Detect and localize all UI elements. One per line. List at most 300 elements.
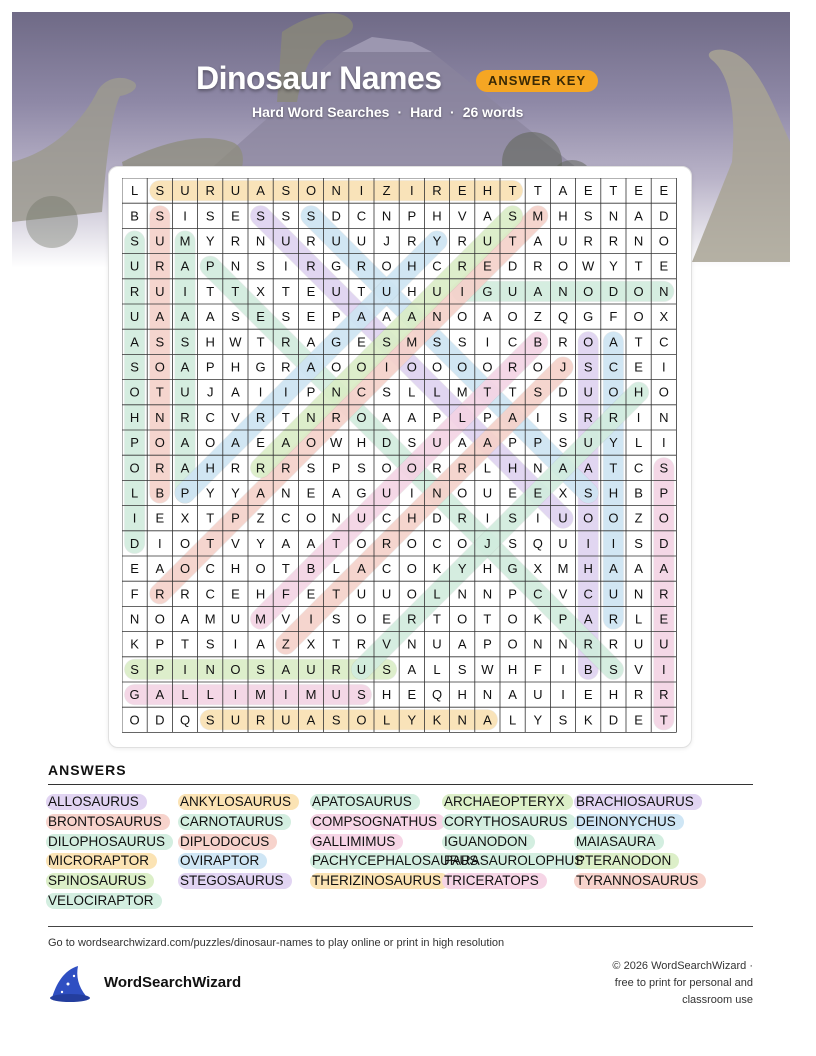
grid-letter: N <box>633 586 644 602</box>
grid-letter: P <box>508 435 517 451</box>
grid-letter: U <box>129 258 140 274</box>
grid-letter: A <box>558 183 568 199</box>
grid-letter: A <box>558 460 568 476</box>
grid-letter: O <box>457 535 468 551</box>
grid-letter: T <box>533 183 542 199</box>
grid-letter: X <box>659 309 669 325</box>
answer-word <box>444 873 539 889</box>
grid-letter: R <box>281 460 291 476</box>
grid-letter: A <box>533 233 543 249</box>
grid-letter: I <box>460 283 465 299</box>
grid-letter: T <box>281 283 290 299</box>
answer-word <box>48 893 154 909</box>
grid-letter: T <box>281 409 290 425</box>
grid-letter: C <box>659 334 669 350</box>
grid-letter: A <box>180 258 190 274</box>
grid-letter: A <box>382 409 391 425</box>
grid-letter: E <box>130 561 139 577</box>
grid-letter: D <box>381 435 392 451</box>
answer-word <box>312 834 395 850</box>
grid-letter: A <box>533 283 543 299</box>
grid-letter: R <box>558 334 568 350</box>
grid-letter: R <box>331 409 341 425</box>
grid-letter: V <box>382 636 391 652</box>
grid-letter: R <box>659 586 669 602</box>
grid-letter: H <box>230 561 241 577</box>
grid-letter: Z <box>281 636 290 652</box>
grid-letter: G <box>331 258 342 274</box>
grid-letter: N <box>558 283 568 299</box>
grid-letter: C <box>533 586 543 602</box>
answer-word <box>180 873 284 889</box>
grid-letter: R <box>533 258 543 274</box>
grid-letter: S <box>130 233 139 249</box>
grid-letter: Z <box>533 309 542 325</box>
grid-letter: A <box>180 460 190 476</box>
grid-letter: M <box>255 611 267 627</box>
grid-letter: R <box>205 183 215 199</box>
grid-letter: R <box>230 460 241 476</box>
grid-letter: W <box>481 661 494 677</box>
answer-word <box>576 834 656 850</box>
grid-letter: O <box>230 661 241 677</box>
grid-letter: L <box>433 384 441 400</box>
grid-letter: S <box>457 661 467 677</box>
grid-letter: S <box>130 661 139 677</box>
grid-letter: A <box>130 334 139 350</box>
grid-letter: C <box>381 561 392 577</box>
grid-letter: E <box>306 309 316 325</box>
grid-letter: C <box>281 510 291 526</box>
grid-letter: C <box>432 258 442 274</box>
copyright-line-1: © 2026 WordSearchWizard · <box>612 960 753 972</box>
grid-letter: I <box>309 611 313 627</box>
grid-letter: Y <box>609 258 618 274</box>
grid-letter: O <box>205 435 216 451</box>
grid-letter: J <box>484 535 491 551</box>
grid-letter: U <box>432 435 442 451</box>
grid-letter: S <box>256 661 265 677</box>
grid-letter: A <box>155 687 165 703</box>
grid-letter: N <box>205 661 215 677</box>
grid-letter: Y <box>256 535 265 551</box>
answer-word-label: TRICERATOPS <box>444 873 539 889</box>
grid-letter: I <box>359 183 364 199</box>
grid-letter: O <box>457 485 468 501</box>
grid-letter: I <box>384 359 389 375</box>
grid-letter: J <box>383 233 390 249</box>
grid-letter: W <box>330 435 343 451</box>
answer-word-label: THERIZINOSAURUS <box>312 873 442 889</box>
grid-letter: H <box>381 687 392 703</box>
grid-letter: D <box>155 712 165 728</box>
grid-letter: C <box>205 409 215 425</box>
grid-letter: Y <box>432 233 442 249</box>
grid-letter: X <box>180 510 190 526</box>
answer-key-badge: ANSWER KEY <box>476 70 598 92</box>
grid-letter: P <box>533 435 543 451</box>
grid-letter: U <box>482 233 493 249</box>
answer-word-label: STEGOSAURUS <box>180 873 284 889</box>
grid-letter: E <box>508 485 517 501</box>
grid-letter: H <box>407 283 417 299</box>
grid-letter: O <box>658 384 669 400</box>
grid-letter: U <box>356 233 367 249</box>
grid-letter: Y <box>407 712 417 728</box>
grid-letter: O <box>129 460 140 476</box>
difficulty-label: Hard <box>410 104 443 120</box>
grid-letter: R <box>407 233 417 249</box>
grid-letter: N <box>230 258 241 274</box>
grid-letter: A <box>256 636 265 652</box>
grid-letter: O <box>457 611 468 627</box>
grid-letter: O <box>356 409 367 425</box>
answer-word-label: PACHYCEPHALOSAURUS <box>312 853 479 869</box>
answer-word <box>444 853 583 869</box>
grid-letter: I <box>283 258 288 274</box>
grid-letter: R <box>407 611 417 627</box>
answer-word <box>48 834 165 850</box>
answer-word-label: COMPSOGNATHUS <box>312 813 438 829</box>
grid-letter: A <box>508 687 517 703</box>
grid-letter: C <box>205 561 215 577</box>
grid-letter: L <box>508 712 517 728</box>
grid-letter: T <box>508 384 517 400</box>
grid-letter: A <box>180 309 190 325</box>
grid-letter: H <box>230 359 241 375</box>
grid-letter: H <box>507 460 518 476</box>
grid-letter: B <box>155 485 165 501</box>
grid-letter: S <box>457 334 467 350</box>
grid-letter: T <box>206 535 215 551</box>
grid-letter: Y <box>205 485 215 501</box>
grid-letter: R <box>180 409 190 425</box>
grid-letter: P <box>508 586 517 602</box>
answer-word-label: CORYTHOSAURUS <box>444 813 568 829</box>
grid-letter: C <box>381 510 392 526</box>
grid-letter: L <box>433 586 441 602</box>
grid-letter: O <box>457 359 468 375</box>
grid-letter: O <box>154 611 165 627</box>
grid-letter: E <box>634 712 643 728</box>
grid-letter: O <box>507 636 518 652</box>
grid-letter: A <box>483 309 492 325</box>
grid-letter: S <box>306 460 316 476</box>
grid-letter: E <box>634 183 643 199</box>
answer-word-label: TYRANNOSAURUS <box>576 873 699 889</box>
grid-letter: H <box>432 208 442 224</box>
answer-word <box>576 794 694 810</box>
grid-letter: E <box>483 258 492 274</box>
grid-letter: G <box>331 334 342 350</box>
grid-letter: H <box>507 661 518 677</box>
grid-letter: N <box>457 712 467 728</box>
grid-letter: S <box>382 384 391 400</box>
grid-letter: U <box>230 611 241 627</box>
grid-letter: R <box>255 460 266 476</box>
grid-letter: R <box>281 359 291 375</box>
grid-letter: A <box>634 208 643 224</box>
grid-letter: A <box>281 535 291 551</box>
answer-word-label: OVIRAPTOR <box>180 853 260 869</box>
grid-letter: I <box>283 384 288 400</box>
grid-letter: O <box>406 460 417 476</box>
grid-letter: L <box>483 460 492 476</box>
grid-letter: H <box>558 208 568 224</box>
grid-letter: A <box>306 712 316 728</box>
grid-letter: R <box>255 409 266 425</box>
grid-letter: P <box>180 485 190 501</box>
grid-letter: L <box>130 183 139 199</box>
grid-letter: V <box>231 409 240 425</box>
grid-letter: A <box>483 435 492 451</box>
grid-letter: U <box>230 712 241 728</box>
grid-letter: V <box>558 586 568 602</box>
answer-word <box>48 814 162 830</box>
answer-word-label: DEINONYCHUS <box>576 813 676 829</box>
grid-letter: O <box>633 309 644 325</box>
answer-word-label: IGUANODON <box>444 833 528 849</box>
answer-word <box>180 853 259 869</box>
grid-letter: S <box>533 384 543 400</box>
grid-letter: I <box>233 636 238 652</box>
grid-letter: U <box>356 586 367 602</box>
grid-letter: U <box>558 510 568 526</box>
grid-letter: A <box>483 712 492 728</box>
grid-letter: O <box>255 561 266 577</box>
grid-letter: L <box>433 661 441 677</box>
grid-letter: H <box>457 687 467 703</box>
answer-word-label: ARCHAEOPTERYX <box>444 794 565 809</box>
grid-letter: U <box>155 233 165 249</box>
grid-letter: O <box>658 510 669 526</box>
grid-letter: R <box>608 611 619 627</box>
grid-letter: E <box>306 485 316 501</box>
grid-letter: D <box>659 208 669 224</box>
grid-letter: I <box>611 535 616 551</box>
grid-letter: V <box>281 611 291 627</box>
grid-letter: U <box>155 283 165 299</box>
grid-letter: K <box>130 636 139 652</box>
grid-letter: A <box>180 435 190 451</box>
grid-letter: P <box>130 435 139 451</box>
grid-letter: A <box>483 208 492 224</box>
grid-letter: S <box>155 208 165 224</box>
grid-letter: P <box>331 309 341 325</box>
wizard-hat-icon <box>48 964 92 1004</box>
grid-letter: O <box>406 561 417 577</box>
grid-letter: O <box>532 359 543 375</box>
grid-letter: R <box>306 233 316 249</box>
grid-letter: N <box>432 485 442 501</box>
grid-letter: L <box>130 485 139 501</box>
answer-word <box>576 873 698 889</box>
grid-letter: X <box>558 485 568 501</box>
grid-letter: H <box>129 409 140 425</box>
grid-letter: E <box>583 183 593 199</box>
grid-letter: M <box>179 233 191 249</box>
grid-letter: T <box>206 283 215 299</box>
grid-letter: S <box>281 309 291 325</box>
grid-letter: S <box>407 435 417 451</box>
grid-letter: U <box>356 661 367 677</box>
grid-letter: U <box>180 183 190 199</box>
grid-letter: S <box>357 687 366 703</box>
grid-letter: R <box>180 586 190 602</box>
grid-letter: U <box>633 636 644 652</box>
grid-letter: L <box>408 384 416 400</box>
grid-letter: U <box>230 183 241 199</box>
grid-letter: L <box>181 687 189 703</box>
grid-letter: F <box>130 586 139 602</box>
grid-letter: R <box>255 712 266 728</box>
grid-letter: I <box>661 359 666 375</box>
grid-letter: O <box>179 561 191 577</box>
grid-letter: R <box>608 233 619 249</box>
grid-letter: O <box>356 359 367 375</box>
grid-letter: O <box>507 611 518 627</box>
grid-letter: E <box>659 258 669 274</box>
grid-letter: X <box>256 283 265 299</box>
grid-letter: U <box>306 661 316 677</box>
grid-letter: R <box>457 258 467 274</box>
grid-letter: R <box>356 258 367 274</box>
grid-letter: J <box>559 359 567 375</box>
grid-letter: G <box>583 309 594 325</box>
page-title: Dinosaur Names <box>196 60 442 96</box>
brand-name: WordSearchWizard <box>104 974 242 991</box>
grid-letter: V <box>231 535 240 551</box>
grid-letter: G <box>482 283 493 299</box>
answer-word-label: PARASAUROLOPHUS <box>444 853 584 869</box>
grid-letter: M <box>204 611 216 627</box>
grid-letter: S <box>609 661 618 677</box>
grid-letter: N <box>331 510 341 526</box>
grid-letter: U <box>381 485 392 501</box>
grid-letter: U <box>558 233 568 249</box>
grid-letter: C <box>608 359 619 375</box>
grid-letter: N <box>306 409 316 425</box>
grid-letter: S <box>155 183 165 199</box>
answer-word-label: PTERANODON <box>576 853 672 869</box>
grid-letter: A <box>609 561 618 577</box>
grid-letter: U <box>281 712 291 728</box>
answer-word <box>312 814 437 830</box>
category-link[interactable]: Hard Word Searches <box>252 104 390 120</box>
grid-letter: S <box>382 661 391 677</box>
grid-letter: D <box>608 283 619 299</box>
grid-letter: U <box>659 636 669 652</box>
grid-letter: R <box>457 233 467 249</box>
grid-letter: O <box>482 359 493 375</box>
grid-letter: S <box>205 636 215 652</box>
grid-letter: S <box>256 208 265 224</box>
grid-letter: A <box>331 485 341 501</box>
grid-letter: M <box>406 334 418 350</box>
grid-letter: N <box>633 233 644 249</box>
grid-letter: R <box>230 233 241 249</box>
grid-letter: H <box>205 460 215 476</box>
grid-letter: S <box>281 183 291 199</box>
grid-letter: D <box>558 384 568 400</box>
answer-word-label: ANKYLOSAURUS <box>180 794 292 809</box>
grid-letter: R <box>633 687 644 703</box>
answer-word-label: ALLOSAURUS <box>48 794 139 809</box>
grid-letter: Y <box>609 435 618 451</box>
grid-letter: N <box>533 636 543 652</box>
grid-letter: A <box>281 435 291 451</box>
grid-letter: U <box>507 283 518 299</box>
grid-letter: K <box>533 611 543 627</box>
grid-letter: S <box>155 334 165 350</box>
grid-letter: T <box>508 183 517 199</box>
grid-letter: O <box>406 586 417 602</box>
grid-letter: P <box>483 409 492 425</box>
grid-letter: N <box>482 687 493 703</box>
grid-letter: R <box>457 460 467 476</box>
grid-letter: T <box>155 384 164 400</box>
grid-letter: A <box>634 561 643 577</box>
answer-word <box>312 873 441 889</box>
grid-letter: R <box>608 636 619 652</box>
grid-letter: O <box>129 712 140 728</box>
grid-letter: U <box>331 687 341 703</box>
grid-letter: P <box>432 409 442 425</box>
grid-letter: P <box>155 661 165 677</box>
grid-letter: T <box>659 712 668 728</box>
grid-letter: E <box>306 586 316 602</box>
answer-word <box>48 873 146 889</box>
grid-letter: R <box>583 233 593 249</box>
grid-letter: H <box>633 384 644 400</box>
answer-word <box>180 794 291 810</box>
grid-letter: S <box>130 359 139 375</box>
grid-letter: I <box>661 661 666 677</box>
grid-letter: S <box>205 208 215 224</box>
grid-letter: G <box>507 561 518 577</box>
grid-letter: I <box>409 183 414 199</box>
grid-letter: D <box>432 510 442 526</box>
grid-letter: A <box>609 334 618 350</box>
grid-letter: W <box>229 334 242 350</box>
grid-letter: H <box>482 183 493 199</box>
grid-letter: A <box>155 561 165 577</box>
grid-letter: R <box>659 687 669 703</box>
grid-letter: U <box>432 636 442 652</box>
grid-letter: E <box>634 359 643 375</box>
grid-letter: U <box>129 309 140 325</box>
grid-letter: R <box>155 460 165 476</box>
grid-letter: M <box>456 384 468 400</box>
grid-letter: P <box>659 485 669 501</box>
grid-letter: S <box>508 535 517 551</box>
answer-word-label: BRONTOSAURUS <box>48 813 162 829</box>
grid-letter: E <box>659 611 669 627</box>
grid-letter: U <box>180 384 190 400</box>
grid-letter: Y <box>533 712 543 728</box>
grid-letter: L <box>458 409 466 425</box>
grid-letter: S <box>432 334 442 350</box>
answer-word-label: BRACHIOSAURUS <box>576 794 694 809</box>
grid-letter: O <box>583 283 594 299</box>
grid-letter: S <box>583 485 593 501</box>
grid-letter: E <box>382 611 391 627</box>
grid-letter: N <box>533 460 543 476</box>
grid-letter: I <box>485 334 490 350</box>
grid-letter: T <box>256 334 265 350</box>
footer-link[interactable]: Go to wordsearchwizard.com/puzzles/dinosaur-names to play online or print in high resolution <box>48 937 505 949</box>
grid-letter: T <box>332 535 341 551</box>
